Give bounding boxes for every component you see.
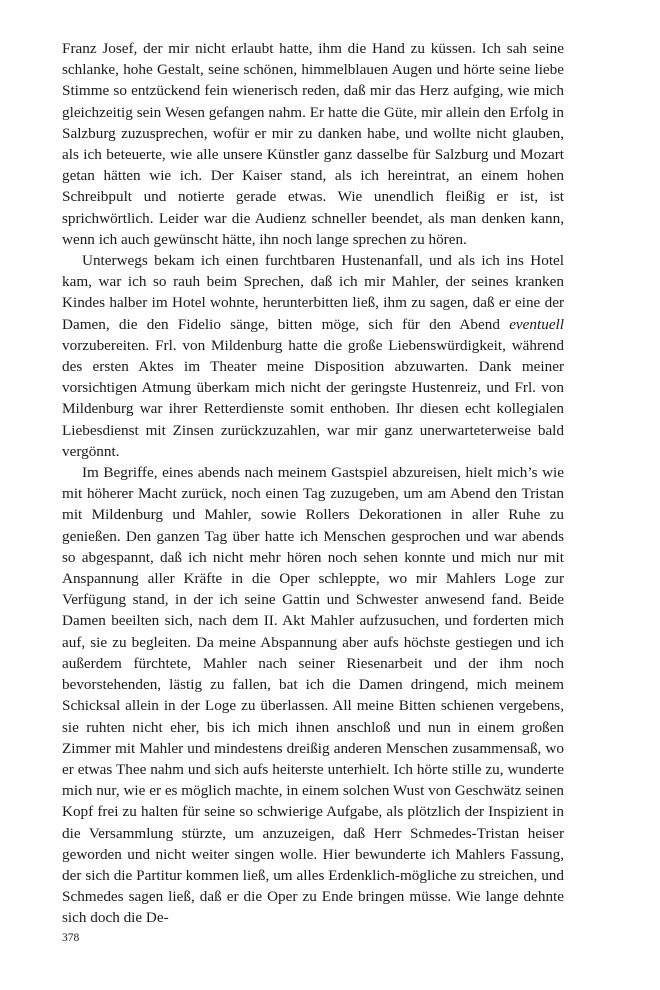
paragraph-2-text-start: Unterwegs bekam ich einen furchtbaren Hustenanfall, und als ich ins Hotel kam, war ich so rauh beim Sprechen, daß ich mir Mahler, der seines kranken Kindes halber im Hotel wohnte, herunterbitten ließ, ihm zu sagen, daß er eine der Damen, die den Fidelio sänge, bitten möge, sich für den Abend xyxy=(62,252,564,333)
paragraph-3-text: Im Begriffe, eines abends nach meinem Gastspiel abzureisen, hielt mich’s wie mit höherer Macht zurück, noch einen Tag zuzugeben, um am Abend den Tristan mit Mildenburg und Mahler, sowie Rollers Dekorationen in aller Ruhe zu genießen. Den ganzen Tag über hatte ich Menschen gesprochen und war abends so abgespannt, daß ich nicht mehr hören noch sehen konnte und mich nur mit Anspannung aller Kräfte in die Oper schleppte, wo mir Mahlers Loge zur Verfügung stand, in der ich seine Gattin und Schwester anwesend fand. Beide Damen beeilten sich, nach dem II. Akt Mahler aufzusuchen, und forderten mich auf, sie zu begleiten. Da meine Abspannung aber aufs höchste gestiegen und ich außerdem fürchtete, Mahler nach seiner Riesenarbeit und der ihm noch bevorstehenden, lästig zu fallen, bat ich die Damen dringend, mich meinem Schicksal allein in der Loge zu überlassen. All meine Bitten schienen vergebens, sie ruhten nicht eher, bis ich mich ihnen anschloß und nun in einem großen Zimmer mit Mahler und mindestens dreißig anderen Menschen zusammensaß, wo er etwas Thee nahm und sich aufs heiterste unterhielt. Ich hörte stille zu, wunderte mich nur, wie er es möglich machte, in einem solchen Wust von Geschwätz seinen Kopf frei zu halten für seine so schwierige Aufgabe, als plötzlich der Inspizient in die Versammlung stürzte, um anzuzeigen, daß Herr Schmedes-Tristan heiser geworden und nicht weiter singen wolle. Hier bewunderte ich Mahlers Fassung, der sich die Partitur kommen ließ, um alles Erdenklich-mögliche zu streichen, und Schmedes sagen ließ, daß er die Oper zu Ende bringen müsse. Wie lange dehnte sich doch die De- xyxy=(62,464,564,927)
paragraph-1 xyxy=(62,38,564,250)
paragraph-1-text: Franz Josef, der mir nicht erlaubt hatte, ihm die Hand zu küssen. Ich sah seine schlanke, hohe Gestalt, seine schönen, himmelblauen Augen und hörte seine liebe Stimme so entzückend fein wienerisch reden, daß mir das Herz aufging, wie mich gleichzeitig sein Wesen gefangen nahm. Er hatte die Güte, mir allein den Erfolg in Salzburg zuzusprechen, wofür er mir zu danken habe, und wollte nicht glauben, als ich beteuerte, wie alle unsere Künstler ganz dasselbe für Salzburg und Mozart getan hätten wie ich. Der Kaiser stand, als ich hereintrat, an einem hohen Schreibpult und notierte gerade etwas. Wie unendlich fleißig er ist, ist sprichwörtlich. Leider war die Audienz schneller beendet, als man denken kann, wenn ich auch gewünscht hätte, ihn noch lange sprechen zu hören. xyxy=(62,40,564,248)
page-number: 378 xyxy=(62,932,80,944)
paragraph-2 xyxy=(62,250,564,462)
page-body xyxy=(62,38,564,929)
paragraph-2-text-end: vorzubereiten. Frl. von Mildenburg hatte die große Liebenswürdigkeit, während des ersten Aktes im Theater meine Disposition abzuwarten. Dank meiner vorsichtigen Atmung überkam mich nicht der geringste Hustenreiz, und Frl. von Mildenburg war ihrer Retterdienste somit enthoben. Ihr diesen echt kollegialen Liebesdienst mit Zinsen zurückzuzahlen, war mir ganz unerwarteterweise bald vergönnt. xyxy=(62,336,564,460)
paragraph-3 xyxy=(62,462,564,928)
emphasis-eventuell: eventuell xyxy=(509,315,564,333)
